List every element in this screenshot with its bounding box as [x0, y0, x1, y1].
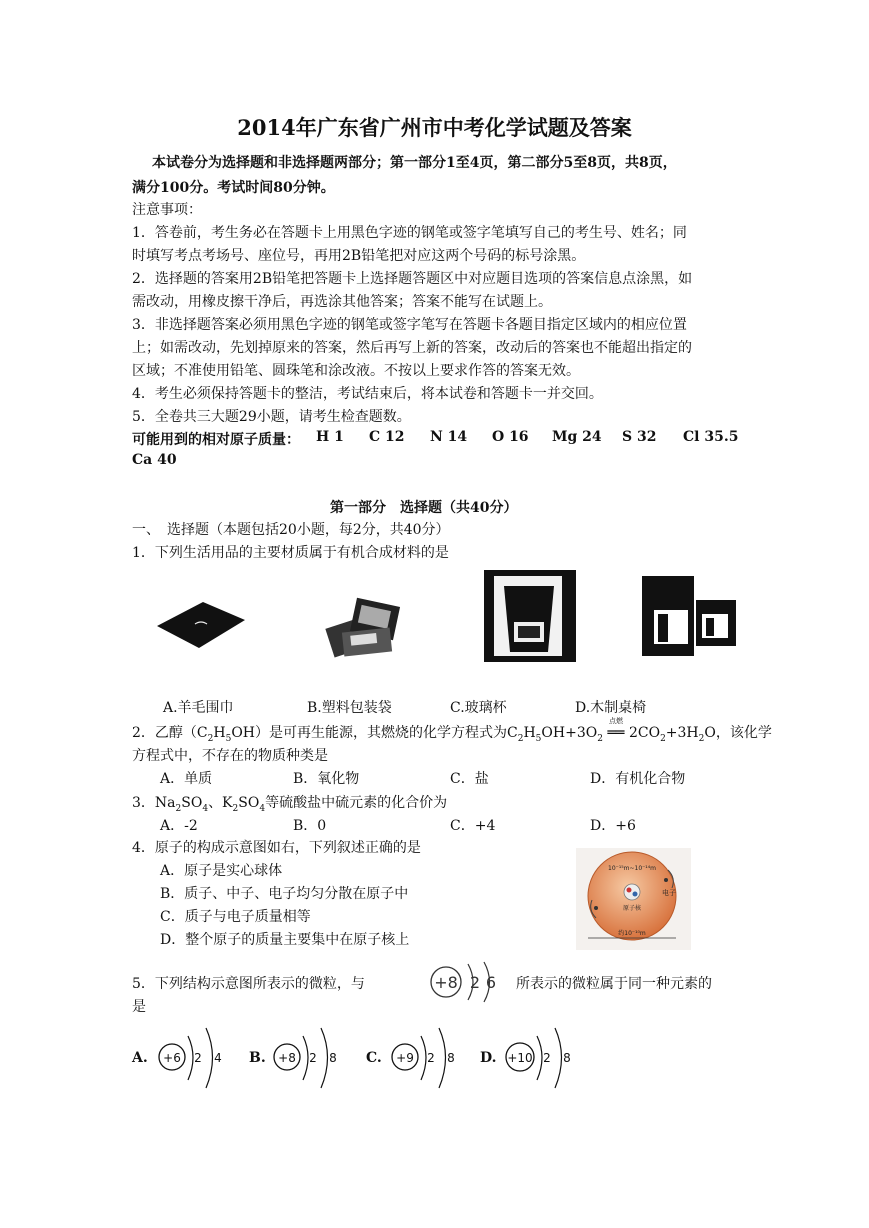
note-1a: 1．答卷前，考生务必在答题卡上用黑色字迹的钢笔或签字笔填写自己的考生号、姓名；同 [132, 225, 687, 241]
scarf-image [155, 598, 247, 650]
q2-option-a: A．单质 [160, 771, 213, 787]
q4-option-d: D．整个原子的质量主要集中在原子核上 [160, 932, 410, 948]
q5-stem-c: 是 [132, 999, 146, 1015]
q3-option-c: C．+4 [450, 818, 496, 834]
q5-option-c-shell-2: 8 [447, 1051, 455, 1065]
q5-option-b-diagram [247, 1022, 347, 1092]
note-4: 4．考生必须保持答题卡的整洁，考试结束后，将本试卷和答题卡一并交回。 [132, 386, 603, 402]
q5-option-c-shell-1: 2 [427, 1051, 435, 1065]
q5-option-d-nucleus: +10 [507, 1051, 533, 1065]
mass-item: H 1 [316, 429, 344, 445]
mass-item: O 16 [492, 429, 529, 445]
q4-option-b: B．质子、中子、电子均匀分散在原子中 [160, 886, 409, 902]
note-2a: 2．选择题的答案用2B铅笔把答题卡上选择题答题区中对应题目选项的答案信息点涂黑，如 [132, 271, 693, 287]
mass-item: Mg 24 [552, 429, 602, 445]
q1-option-d: D.木制桌椅 [575, 700, 647, 716]
electron-label: 电子 [662, 889, 676, 897]
q5-option-b-shell-2: 8 [329, 1051, 337, 1065]
glass-cup-image [484, 570, 576, 662]
plastic-bags-image [325, 592, 410, 660]
q1-option-b: B.塑料包装袋 [307, 700, 392, 716]
q2-line-2: 方程式中，不存在的物质种类是 [132, 748, 328, 764]
q5-option-c-letter: C. [366, 1050, 382, 1066]
q1-option-c: C.玻璃杯 [450, 700, 507, 716]
q5-option-d-diagram [478, 1022, 590, 1092]
reference-nucleus: +8 [434, 973, 458, 992]
q5-option-c-nucleus: +9 [396, 1051, 414, 1065]
atom-bottom-label: 约10⁻¹⁰m [618, 930, 646, 937]
atom-top-label: 10⁻¹⁵m~10⁻¹⁴m [608, 865, 656, 872]
q1-stem: 1．下列生活用品的主要材质属于有机合成材料的是 [132, 545, 449, 561]
q5-stem-b: 所表示的微粒属于同一种元素的 [516, 976, 712, 992]
q5-stem-a: 5．下列结构示意图所表示的微粒，与 [132, 976, 365, 992]
q5-option-a-diagram [130, 1022, 230, 1092]
mass-item: Cl 35.5 [683, 429, 739, 445]
wooden-furniture-image [640, 570, 750, 662]
q5-option-a-nucleus: +6 [163, 1051, 181, 1065]
q3-option-d: D．+6 [590, 818, 636, 834]
q4-option-c: C．质子与电子质量相等 [160, 909, 311, 925]
q5-option-d-shell-1: 2 [543, 1051, 551, 1065]
q2-option-d: D．有机化合物 [590, 771, 686, 787]
q5-option-b-shell-1: 2 [309, 1051, 317, 1065]
notes-heading: 注意事项： [132, 202, 202, 218]
q5-option-d-shell-2: 8 [563, 1051, 571, 1065]
q1-option-a: A.羊毛围巾 [163, 700, 234, 716]
note-1b: 时填写考点考场号、座位号，再用2B铅笔把对应这两个号码的标号涂黑。 [132, 248, 586, 264]
condition-label: 点燃 [608, 717, 623, 725]
q3-option-b: B．0 [293, 818, 327, 834]
part-heading: 第一部分 选择题（共40分） [330, 500, 518, 516]
intro-line-1: 本试卷分为选择题和非选择题两部分；第一部分1至4页，第二部分5至8页，共8页， [152, 155, 677, 171]
atomic-masses-label: 可能用到的相对原子质量： [132, 432, 300, 448]
note-2b: 需改动，用橡皮擦干净后，再选涂其他答案；答案不能写在试题上。 [132, 294, 552, 310]
note-3c: 区域；不准使用铅笔、圆珠笔和涂改液。不按以上要求作答的答案无效。 [132, 363, 580, 379]
note-3b: 上；如需改动，先划掉原来的答案，然后再写上新的答案，改动后的答案也不能超出指定的 [132, 340, 692, 356]
q4-stem: 4．原子的构成示意图如右，下列叙述正确的是 [132, 840, 421, 856]
q3-stem: 3．$Na_2SO_4$、$K_2SO_4$等硫酸盐中硫元素的化合价为 [132, 795, 448, 814]
q5-option-d-letter: D. [480, 1050, 497, 1066]
atom-structure-figure [576, 848, 691, 950]
reference-shell-2: 6 [485, 973, 497, 992]
note-3a: 3．非选择题答案必须用黑色字迹的钢笔或签字笔写在答题卡各题目指定区域内的相应位置 [132, 317, 687, 333]
mass-item: N 14 [430, 429, 468, 445]
page-title: 2014年广东省广州市中考化学试题及答案 [237, 115, 632, 140]
reference-atom-diagram [428, 960, 508, 1004]
q5-option-c-diagram [364, 1022, 464, 1092]
reference-shell-1: 2 [469, 973, 481, 992]
q2-option-c: C．盐 [450, 771, 489, 787]
q3-option-a: A．-2 [160, 818, 198, 834]
q5-option-a-shell-1: 2 [194, 1051, 202, 1065]
note-5: 5．全卷共三大题29小题，请考生检查题数。 [132, 409, 411, 425]
section-heading: 一、 选择题（本题包括20小题，每2分，共40分） [132, 522, 450, 538]
q2-option-b: B．氧化物 [293, 771, 360, 787]
mass-item: C 12 [369, 429, 405, 445]
intro-line-2: 满分100分。考试时间80分钟。 [132, 180, 335, 196]
mass-item: S 32 [622, 429, 657, 445]
q5-option-b-nucleus: +8 [278, 1051, 296, 1065]
q2-stem: 2．乙醇$(C_2H_5OH)$是可再生能源，其燃烧的化学方程式为$C_2H_5OH+3O_2$ 点燃 ══ $2CO_2+3H_2O$，该化学 [132, 717, 772, 744]
q4-option-a: A．原子是实心球体 [160, 863, 283, 879]
mass-item-cont: Ca 40 [132, 452, 177, 468]
q5-option-a-shell-2: 4 [214, 1051, 222, 1065]
nucleus-label: 原子核 [622, 905, 642, 912]
q5-option-b-letter: B. [249, 1050, 266, 1066]
q5-option-a-letter: A. [132, 1050, 148, 1066]
